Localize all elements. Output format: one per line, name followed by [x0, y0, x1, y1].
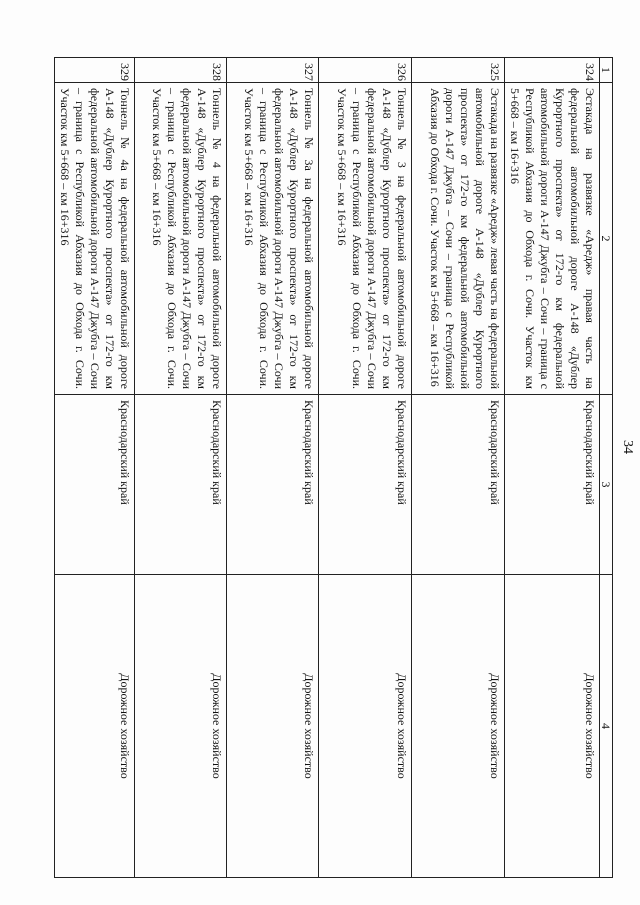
header-cell-3: 3 [600, 395, 613, 575]
region-cell: Краснодарский край [319, 395, 412, 575]
objects-table [54, 57, 613, 878]
table-row [227, 58, 319, 878]
row-number: 324 [505, 58, 600, 83]
row-number: 327 [227, 58, 319, 83]
object-description: Тоннель № 3а на федеральной автомобильной дороге А-148 «Дублер Курортного проспекта» от 172-го км федеральной автомобильной дороги А-147 Джубга – Сочи – граница с Республикой Абхазия до Обхода г. Сочи. Участок км 5+668 – км 16+316 [227, 83, 319, 395]
region-cell: Краснодарский край [412, 395, 505, 575]
header-cell-4: 4 [600, 575, 613, 878]
table-row [135, 58, 227, 878]
table-row [412, 58, 505, 878]
row-number: 329 [55, 58, 135, 83]
object-description: Эстакада на развязке «Аредж» правая часть на федеральной автомобильной дороге А-148 «Дублер Курортного проспекта» от 172-го км федеральной автомобильной дороги А-147 Джубга – Сочи – граница с Республикой Абхазия до Обхода г. Сочи. Участок км 5+668 – км 16+316 [505, 83, 600, 395]
sector-cell: Дорожное хозяйство [227, 575, 319, 878]
region-cell: Краснодарский край [55, 395, 135, 575]
table-header-row [600, 58, 613, 878]
sector-cell: Дорожное хозяйство [319, 575, 412, 878]
table-row [319, 58, 412, 878]
row-number: 328 [135, 58, 227, 83]
sector-cell: Дорожное хозяйство [55, 575, 135, 878]
header-cell-1: 1 [600, 58, 613, 83]
region-cell: Краснодарский край [135, 395, 227, 575]
row-number: 325 [412, 58, 505, 83]
row-number: 326 [319, 58, 412, 83]
sector-cell: Дорожное хозяйство [505, 575, 600, 878]
object-description: Эстакада на развязке «Аредж» левая часть на федеральной автомобильной дороге А-148 «Дублер Курортного проспекта» от 172-го км федеральной автомобильной дороги А-147 Джубга – Сочи – граница с Республикой Абхазия до Обхода г. Сочи. Участок км 5+668 – км 16+316 [412, 83, 505, 395]
sector-cell: Дорожное хозяйство [412, 575, 505, 878]
sector-cell: Дорожное хозяйство [135, 575, 227, 878]
object-description: Тоннель № 4а на федеральной автомобильной дороге А-148 «Дублер Курортного проспекта» от 172-го км федеральной автомобильной дороги А-147 Джубга – Сочи – граница с Республикой Абхазия до Обхода г. Сочи. Участок км 5+668 – км 16+316 [55, 83, 135, 395]
region-cell: Краснодарский край [505, 395, 600, 575]
header-cell-2: 2 [600, 83, 613, 395]
region-cell: Краснодарский край [227, 395, 319, 575]
object-description: Тоннель № 4 на федеральной автомобильной дороге А-148 «Дублер Курортного проспекта» от 172-го км федеральной автомобильной дороги А-147 Джубга – Сочи – граница с Республикой Абхазия до Обхода г. Сочи. Участок км 5+668 – км 16+316 [135, 83, 227, 395]
page-number: 34 [620, 440, 635, 454]
table-row [55, 58, 135, 878]
table-row [505, 58, 600, 878]
object-description: Тоннель № 3 на федеральной автомобильной дороге А-148 «Дублер Курортного проспекта» от 172-го км федеральной автомобильной дороги А-147 Джубга – Сочи – граница с Республикой Абхазия до Обхода г. Сочи. Участок км 5+668 – км 16+316 [319, 83, 412, 395]
